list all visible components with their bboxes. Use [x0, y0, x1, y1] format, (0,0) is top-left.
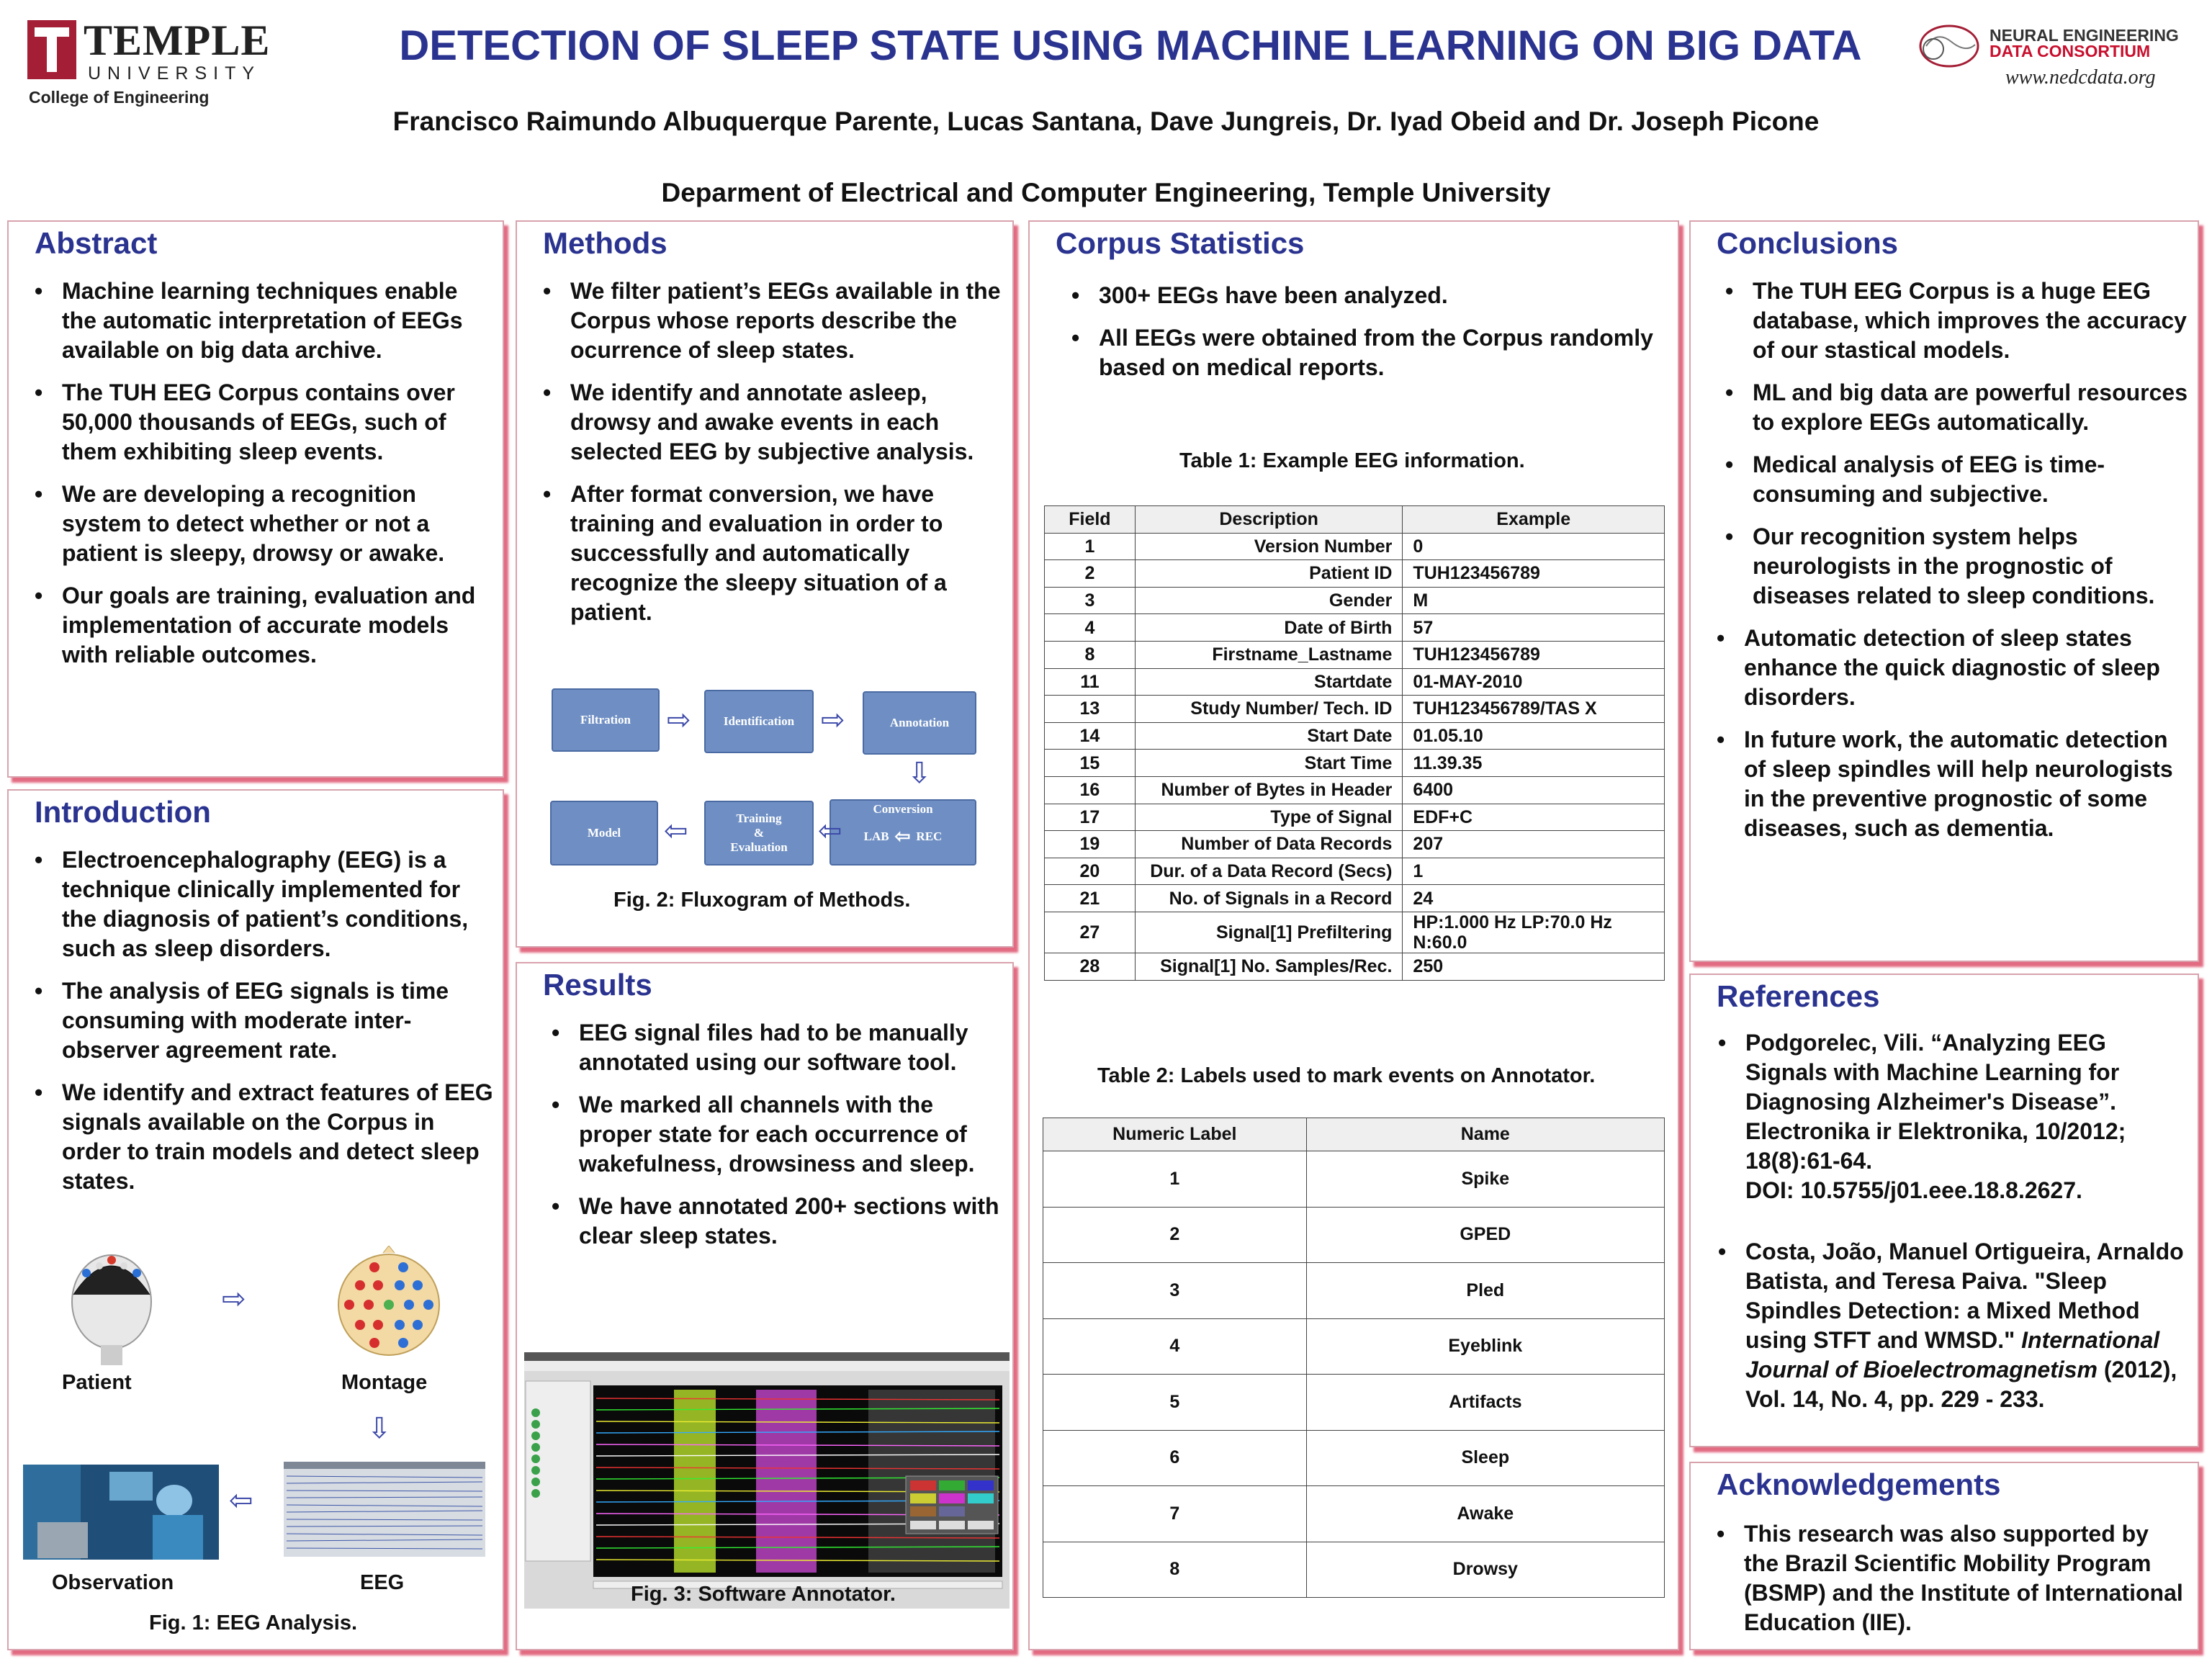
flow-conversion-box: [830, 799, 976, 866]
numeric-label-cell: 4: [1043, 1318, 1307, 1375]
flow-arrow-right-icon: ⇨: [667, 704, 691, 736]
table-row: [1045, 750, 1665, 777]
fig2-caption: Fig. 2: Fluxogram of Methods.: [613, 889, 911, 912]
reference-item: [1745, 1237, 2186, 1414]
flow-arrow-down-icon: ⇩: [907, 757, 932, 789]
table-row: [1043, 1486, 1665, 1542]
field-cell: 1: [1045, 533, 1136, 560]
example-cell: TUH123456789: [1403, 641, 1665, 668]
list-item: • In future work, the automatic detection of sleep spindles will help neurologists in the preventive prognostic of some diseases, such as dementia.: [1744, 725, 2188, 843]
list-item: • All EEGs were obtained from the Corpus randomly based on medical reports.: [1099, 323, 1660, 382]
table-row: [1045, 533, 1665, 560]
field-cell: 28: [1045, 953, 1136, 980]
table-row: [1043, 1375, 1665, 1431]
reference-1-doi: DOI: 10.5755/j01.eee.18.8.2627.: [1745, 1177, 2082, 1203]
fig3-caption: Fig. 3: Software Annotator.: [631, 1583, 896, 1606]
list-item: • EEG signal files had to be manually annotated using our software tool.: [579, 1018, 1004, 1077]
example-cell: 11.39.35: [1403, 750, 1665, 777]
temple-t-icon: [27, 20, 76, 79]
flow-model: Model: [550, 801, 658, 866]
field-cell: 17: [1045, 804, 1136, 831]
flow-arrow-left-icon: ⇦: [818, 815, 842, 847]
annotator-screenshot: [524, 1352, 1010, 1609]
abstract-title: Abstract: [35, 226, 158, 260]
table1-caption: Table 1: Example EEG information.: [1179, 449, 1525, 472]
numeric-label-cell: 1: [1043, 1151, 1307, 1208]
poster-title: DETECTION OF SLEEP STATE USING MACHINE LEARNING ON BIG DATA: [399, 22, 1862, 69]
example-cell: 6400: [1403, 776, 1665, 804]
name-cell: Spike: [1306, 1151, 1664, 1208]
table-row: [1043, 1318, 1665, 1375]
flow-filtration: Filtration: [552, 688, 660, 752]
list-item: • We have annotated 200+ sections with clear sleep states.: [579, 1192, 1004, 1251]
list-item: • The TUH EEG Corpus is a huge EEG database, which improves the accuracy of our stastical models.: [1753, 276, 2188, 365]
list-item: • We identify and annotate asleep, drowsy and awake events in each selected EEG by subjective analysis.: [570, 378, 1005, 467]
corpus-panel: [1028, 220, 1679, 1650]
name-cell: Pled: [1306, 1263, 1664, 1319]
table-row: [1045, 885, 1665, 912]
list-item: • We filter patient’s EEGs available in the Corpus whose reports describe the ocurrence of sleep states.: [570, 276, 1005, 365]
methods-list: [570, 276, 1005, 640]
eeg-label: EEG: [360, 1571, 405, 1594]
list-item: • The analysis of EEG signals is time consuming with moderate inter-observer agreement rate.: [62, 976, 494, 1065]
example-cell: 0: [1403, 533, 1665, 560]
field-cell: 21: [1045, 885, 1136, 912]
numeric-label-cell: 5: [1043, 1375, 1307, 1431]
flow-conversion: Conversion: [873, 802, 933, 816]
list-item: • This research was also supported by the Brazil Scientific Mobility Program (BSMP) and the Institute of International Education (IIE).: [1744, 1519, 2185, 1637]
list-item: • Our goals are training, evaluation and implementation of accurate models with reliable outcomes.: [62, 581, 494, 670]
description-cell: Study Number/ Tech. ID: [1135, 696, 1403, 723]
eeg-screen-image: [284, 1462, 485, 1557]
list-item: • Our recognition system helps neurologists in the prognostic of diseases related to sleep conditions.: [1753, 522, 2188, 611]
description-cell: Signal[1] Prefiltering: [1135, 912, 1403, 953]
nedc-logo: [1912, 20, 2200, 99]
field-cell: 19: [1045, 831, 1136, 858]
flow-training-box: [704, 801, 814, 866]
table-row: [1045, 560, 1665, 588]
numeric-label-cell: 2: [1043, 1207, 1307, 1263]
montage-diagram: [331, 1246, 446, 1361]
field-cell: 13: [1045, 696, 1136, 723]
list-item: • We are developing a recognition system to detect whether or not a patient is sleepy, drowsy or awake.: [62, 480, 494, 568]
list-item: • 300+ EEGs have been analyzed.: [1099, 281, 1660, 310]
methods-title: Methods: [543, 226, 667, 260]
field-cell: 14: [1045, 722, 1136, 750]
description-cell: Start Time: [1135, 750, 1403, 777]
abstract-list: [62, 276, 494, 683]
table-row: [1045, 696, 1665, 723]
flow-identification: Identification: [704, 690, 814, 753]
temple-name: TEMPLE: [84, 17, 271, 64]
table2-caption: Table 2: Labels used to mark events on Annotator.: [1097, 1064, 1596, 1087]
introduction-title: Introduction: [35, 795, 211, 829]
list-item: • Automatic detection of sleep states enhance the quick diagnostic of sleep disorders.: [1744, 624, 2188, 712]
department: Deparment of Electrical and Computer Engineering, Temple University: [661, 178, 1551, 207]
results-list: [579, 1018, 1004, 1264]
reference-1: Podgorelec, Vili. “Analyzing EEG Signals with Machine Learning for Diagnosing Alzheimer's Disease”. Electronika ir Elektronika, 10/2012; 18(8):61-64.: [1745, 1030, 2126, 1174]
reference-2-text: Costa, João, Manuel Ortigueira, Arnaldo Batista, and Teresa Paiva. "Sleep Spindles Detection: a Mixed Method using STFT and WMSD.": [1745, 1238, 2184, 1353]
field-cell: 11: [1045, 668, 1136, 696]
acknowledgements-panel: [1689, 1462, 2199, 1650]
arrow-right-icon: ⇨: [222, 1283, 246, 1315]
flow-evaluation: Evaluation: [730, 840, 788, 854]
college-name: College of Engineering: [29, 88, 210, 107]
table-header: Name: [1306, 1118, 1664, 1151]
acknowledgements-title: Acknowledgements: [1717, 1467, 2001, 1501]
flow-lab: LAB: [863, 830, 889, 843]
observation-label: Observation: [52, 1571, 174, 1594]
flow-annotation: Annotation: [863, 691, 976, 755]
example-cell: 207: [1403, 831, 1665, 858]
temple-university: UNIVERSITY: [88, 63, 261, 84]
table-row: [1043, 1263, 1665, 1319]
description-cell: No. of Signals in a Record: [1135, 885, 1403, 912]
temple-logo: [27, 16, 287, 109]
field-cell: 27: [1045, 912, 1136, 953]
table-row: [1045, 912, 1665, 953]
description-cell: Number of Bytes in Header: [1135, 776, 1403, 804]
numeric-label-cell: 8: [1043, 1542, 1307, 1598]
eeg-info-table: [1044, 505, 1665, 981]
description-cell: Date of Birth: [1135, 614, 1403, 642]
conclusions-panel: [1689, 220, 2199, 962]
arrow-left-icon: ⇦: [229, 1485, 253, 1516]
arrow-down-icon: ⇩: [367, 1413, 392, 1444]
example-cell: TUH123456789/TAS X: [1403, 696, 1665, 723]
list-item: • Machine learning techniques enable the automatic interpretation of EEGs available on big data archive.: [62, 276, 494, 365]
numeric-label-cell: 7: [1043, 1486, 1307, 1542]
results-title: Results: [543, 968, 652, 1002]
description-cell: Dur. of a Data Record (Secs): [1135, 858, 1403, 885]
example-cell: 1: [1403, 858, 1665, 885]
table-row: [1045, 668, 1665, 696]
description-cell: Signal[1] No. Samples/Rec.: [1135, 953, 1403, 980]
list-item: • We identify and extract features of EEG signals available on the Corpus in order to train models and detect sleep states.: [62, 1078, 494, 1196]
patient-label: Patient: [62, 1371, 132, 1394]
references-panel: [1689, 974, 2199, 1447]
list-item: • Electroencephalography (EEG) is a technique clinically implemented for the diagnosis of patient’s conditions, such as sleep disorders.: [62, 845, 494, 963]
authors: Francisco Raimundo Albuquerque Parente, Lucas Santana, Dave Jungreis, Dr. Iyad Obeid and Dr. Joseph Picone: [392, 107, 1820, 136]
table-row: [1045, 858, 1665, 885]
name-cell: Sleep: [1306, 1430, 1664, 1486]
abstract-panel: [7, 220, 504, 778]
flow-arrow-right-icon: ⇨: [821, 704, 845, 736]
table-row: [1045, 804, 1665, 831]
table-row: [1043, 1430, 1665, 1486]
description-cell: Startdate: [1135, 668, 1403, 696]
reference-2-journal: International Journal of Bioelectromagnetism: [1745, 1327, 2160, 1382]
nedc-line2: DATA CONSORTIUM: [1990, 42, 2151, 60]
flow-inner-arrow-left-icon: ⇦: [894, 826, 911, 847]
table-row: [1045, 953, 1665, 980]
example-cell: 01.05.10: [1403, 722, 1665, 750]
table-header: Field: [1045, 506, 1136, 534]
list-item: • After format conversion, we have training and evaluation in order to successfully and automatically recognize the sleepy situation of a patient.: [570, 480, 1005, 627]
field-cell: 4: [1045, 614, 1136, 642]
description-cell: Number of Data Records: [1135, 831, 1403, 858]
example-cell: 250: [1403, 953, 1665, 980]
nedc-url: www.nedcdata.org: [2005, 66, 2156, 89]
list-item: • Medical analysis of EEG is time-consuming and subjective.: [1753, 450, 2188, 509]
table-row: [1043, 1151, 1665, 1208]
methods-panel: [516, 220, 1014, 948]
introduction-panel: [7, 789, 504, 1650]
table-row: [1045, 641, 1665, 668]
list-item: • The TUH EEG Corpus contains over 50,000 thousands of EEGs, such of them exhibiting sleep events.: [62, 378, 494, 467]
field-cell: 20: [1045, 858, 1136, 885]
description-cell: Firstname_Lastname: [1135, 641, 1403, 668]
acknowledgements-list: [1744, 1519, 2185, 1650]
table-row: [1045, 614, 1665, 642]
numeric-label-cell: 3: [1043, 1263, 1307, 1319]
example-cell: TUH123456789: [1403, 560, 1665, 588]
introduction-list: [62, 845, 494, 1209]
list-item: • ML and big data are powerful resources to explore EEGs automatically.: [1753, 378, 2188, 437]
name-cell: Drowsy: [1306, 1542, 1664, 1598]
field-cell: 2: [1045, 560, 1136, 588]
name-cell: Artifacts: [1306, 1375, 1664, 1431]
flow-amp: &: [753, 826, 765, 840]
example-cell: 24: [1403, 885, 1665, 912]
table-row: [1045, 722, 1665, 750]
table-row: [1045, 587, 1665, 614]
example-cell: EDF+C: [1403, 804, 1665, 831]
description-cell: Gender: [1135, 587, 1403, 614]
reference-item: [1745, 1028, 2186, 1205]
nedc-line1: NEURAL ENGINEERING: [1990, 26, 2179, 45]
name-cell: Awake: [1306, 1486, 1664, 1542]
flow-rec: REC: [916, 830, 943, 843]
table-header: Numeric Label: [1043, 1118, 1307, 1151]
table-row: [1045, 776, 1665, 804]
corpus-list: [1099, 281, 1660, 395]
numeric-label-cell: 6: [1043, 1430, 1307, 1486]
references-title: References: [1717, 979, 1880, 1013]
patient-head-image: [58, 1244, 166, 1367]
conclusions-list: [1744, 276, 2188, 856]
example-cell: 01-MAY-2010: [1403, 668, 1665, 696]
description-cell: Patient ID: [1135, 560, 1403, 588]
description-cell: Type of Signal: [1135, 804, 1403, 831]
observation-photo: [23, 1465, 219, 1560]
fig1-caption: Fig. 1: EEG Analysis.: [149, 1611, 358, 1635]
example-cell: HP:1.000 Hz LP:70.0 Hz N:60.0: [1403, 912, 1665, 953]
conclusions-title: Conclusions: [1717, 226, 1899, 260]
example-cell: 57: [1403, 614, 1665, 642]
table-header: Example: [1403, 506, 1665, 534]
field-cell: 3: [1045, 587, 1136, 614]
labels-table: [1043, 1118, 1665, 1598]
flow-training: Training: [736, 811, 782, 825]
references-list: [1745, 1028, 2186, 1427]
field-cell: 16: [1045, 776, 1136, 804]
reference-2-details: (2012), Vol. 14, No. 4, pp. 229 - 233.: [1745, 1357, 2177, 1412]
name-cell: Eyeblink: [1306, 1318, 1664, 1375]
flow-arrow-left-icon: ⇦: [664, 815, 688, 847]
table-row: [1045, 831, 1665, 858]
list-item: • We marked all channels with the proper state for each occurrence of wakefulness, drowsiness and sleep.: [579, 1090, 1004, 1179]
field-cell: 8: [1045, 641, 1136, 668]
example-cell: M: [1403, 587, 1665, 614]
description-cell: Start Date: [1135, 722, 1403, 750]
table-header: Description: [1135, 506, 1403, 534]
field-cell: 15: [1045, 750, 1136, 777]
corpus-title: Corpus Statistics: [1056, 226, 1305, 260]
description-cell: Version Number: [1135, 533, 1403, 560]
brain-icon: [1912, 20, 1991, 71]
montage-label: Montage: [341, 1371, 428, 1394]
results-panel: [516, 962, 1014, 1650]
table-row: [1043, 1542, 1665, 1598]
table-row: [1043, 1207, 1665, 1263]
name-cell: GPED: [1306, 1207, 1664, 1263]
